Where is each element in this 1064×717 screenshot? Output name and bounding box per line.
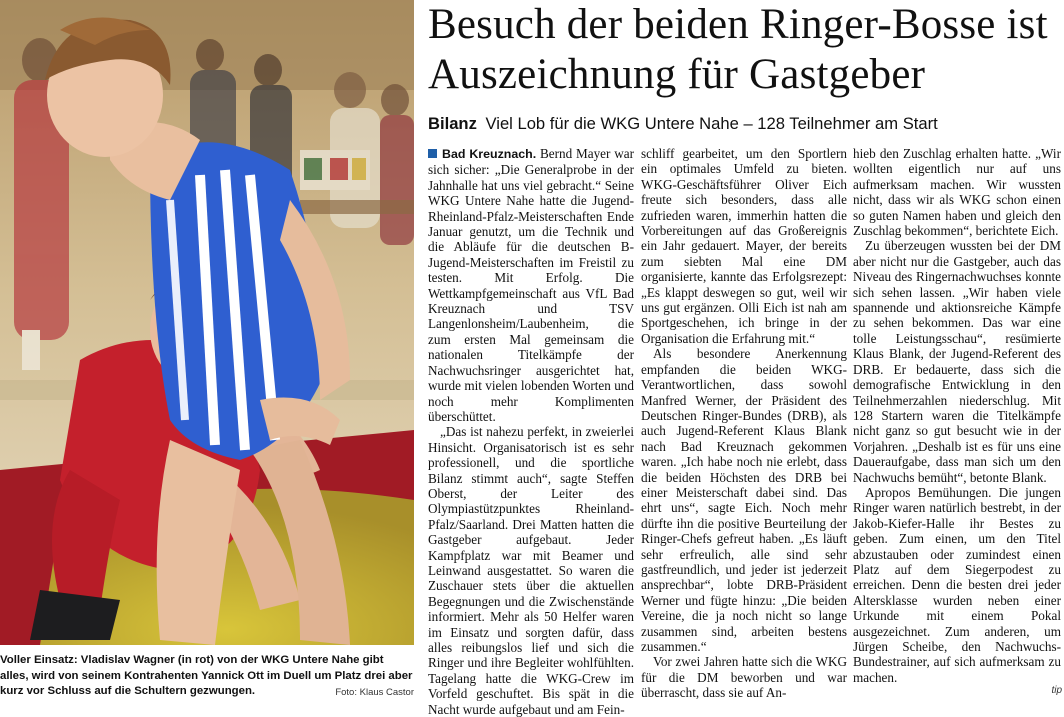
subline-text: Viel Lob für die WKG Untere Nahe – 128 Teilnehmer am Start — [485, 114, 938, 133]
paragraph — [428, 146, 634, 424]
dateline-square-icon — [428, 149, 437, 158]
paragraph: Als besondere Anerkennung empfanden die beiden WKG-Verantwortlichen, dass sowohl Manfred Werner, der Präsident des Deutschen Ringer-Bundes (DRB), als auch Jugend-Referent Klaus Blank nach Bad Kreuznach gekommen waren. „Ich habe noch nie erlebt, dass die beiden Höchsten des DRB bei einer Meisterschaft dabei sind. Das ehrt uns“, sagte Eich. Noch mehr dürfte ihn die positive Beurteilung der Ringer-Chefs gefreut haben. „Es läuft sehr erfreulich, alle sind sehr gastfreundlich, und jeder ist jederzeit ansprechbar“, lobte DRB-Präsident Werner und fügte hinzu: „Die beiden Vereine, die ja noch nicht so lange zusammen sind, arbeiten bestens zusammen.“ — [641, 346, 847, 654]
author-tag: tip — [1051, 685, 1062, 696]
article-column-3 — [853, 146, 1061, 700]
paragraph: Zu überzeugen wussten bei der DM aber nicht nur die Gastgeber, auch das Niveau des Ringernachwuchses konnte sich sehen lassen. „Wir haben viele spannende und aktionsreiche Kämpfe zu sehen bekommen. Das war eine tolle Leistungsschau“, resümierte Klaus Blank, der Jugend-Referent des DRB. Er bedauerte, dass sich die demografische Entwicklung in den Teilnehmerzahlen niederschlug. Mit 128 Startern waren die Titelkämpfe nicht ganz so gut besucht wie in der Vorjahren. „Deshalb ist es für uns eine Daueraufgabe, dass man sich um den Nachwuchs bemüht“, betonte Blank. — [853, 238, 1061, 485]
article-subline — [428, 112, 1060, 138]
article-column-2 — [641, 146, 847, 700]
paragraph: Apropos Bemühungen. Die jungen Ringer waren natürlich bestrebt, in der Jakob-Kiefer-Halle ihr Bestes zu geben. Zum einen, um den Titel abzustauben oder zumindest einen Platz auf dem Siegerpodest zu erreichen. Denn die besten drei jeder Altersklasse wurden neben einer Urkunde mit einem Pokal ausgezeichnet. Zum anderen, um Jürgen Scheibe, den Nachwuchs-Bundestrainer, auf sich aufmerksam zu machen. — [853, 484, 1061, 685]
dateline: Bad Kreuznach. — [442, 147, 537, 161]
wrestling-photo-illustration — [0, 0, 414, 645]
photo-credit: Foto: Klaus Castor — [331, 685, 414, 701]
caption-text: Voller Einsatz: Vladislav Wagner (in rot) von der WKG Untere Nahe gibt alles, wird von seinem Kontrahenten Yannick Ott im Duell um Platz drei aber kurz vor Schluss auf die Schultern gezwungen. — [0, 654, 413, 697]
paragraph: „Das ist nahezu perfekt, in zweierlei Hinsicht. Organisatorisch ist es sehr professionell, und die sportliche Bilanz stimmt auch“, sagte Steffen Oberst, der Leiter des Olympiastützpunktes Rheinland-Pfalz/Saarland. Drei Matten hatten die Gastgeber aufgebaut. Jeder Kampfplatz war mit Beamer und Leinwand ausgestattet. So waren die Zuschauer stets über die aktuellen Begegnungen und die Zwischenstände informiert. Mehr als 50 Helfer waren im Einsatz und sorgten dafür, dass alles reibungslos lief und sich die Ringer und ihre Begleiter wohlfühlten. Tagelang hatte die WKG-Crew im Vorfeld geschuftet. Bis spät in die Nacht wurde aufgebaut und am Fein- — [428, 424, 634, 717]
article-photo — [0, 0, 414, 645]
paragraph: Vor zwei Jahren hatte sich die WKG für die DM beworben und war überrascht, dass sie auf An- — [641, 654, 847, 701]
photo-caption — [0, 653, 414, 700]
article-column-1 — [428, 146, 635, 717]
subline-kicker: Bilanz — [428, 114, 477, 133]
paragraph: hieb den Zuschlag erhalten hatte. „Wir wollten eigentlich nur auf uns aufmerksam machen. Wir wussten nicht, dass wir als WKG schon einen so guten Namen haben und gleich den Zuschlag bekommen“, berichtete Eich. — [853, 146, 1061, 239]
paragraph-text: Bernd Mayer war sich sicher: „Die Generalprobe in der Jahnhalle hat uns viel gebracht.“ Seine WKG Untere Nahe hatte die Jugend-Rheinland-Pfalz-Meisterschaften Ende Januar genutzt, um die Technik und die Abläufe für die deutschen B-Jugend-Meisterschaften im Freistil zu testen. Mit Erfolg. Die Wettkampfgemeinschaft aus VfL Bad Kreuznach und TSV Langenlonsheim/Laubenheim, die zum ersten Mal gemeinsam die nationalen Titelkämpfe der Nachwuchsringer ausgerichtet hat, wurde mit vielen lobenden Worten und noch mehr Komplimenten überschüttet. — [428, 146, 635, 424]
article-headline: Besuch der beiden Ringer-Bosse ist Auszeichnung für Gastgeber — [428, 1, 1048, 98]
paragraph: schliff gearbeitet, um den Sportlern ein optimales Umfeld zu bieten. WKG-Geschäftsführer Oliver Eich freute sich besonders, dass alle zufrieden waren, immerhin hatten die Vorbereitungen auf das Großereignis ein Jahr gedauert. Mayer, der bereits zum siebten Mal eine DM organisierte, kannte das Erfolgsrezept: „Es klappt deswegen so gut, weil wir uns gut ergänzen. Olli Eich ist nah am Sportgeschehen, ich bringe in der Organisation die Erfahrung mit.“ — [641, 146, 847, 346]
